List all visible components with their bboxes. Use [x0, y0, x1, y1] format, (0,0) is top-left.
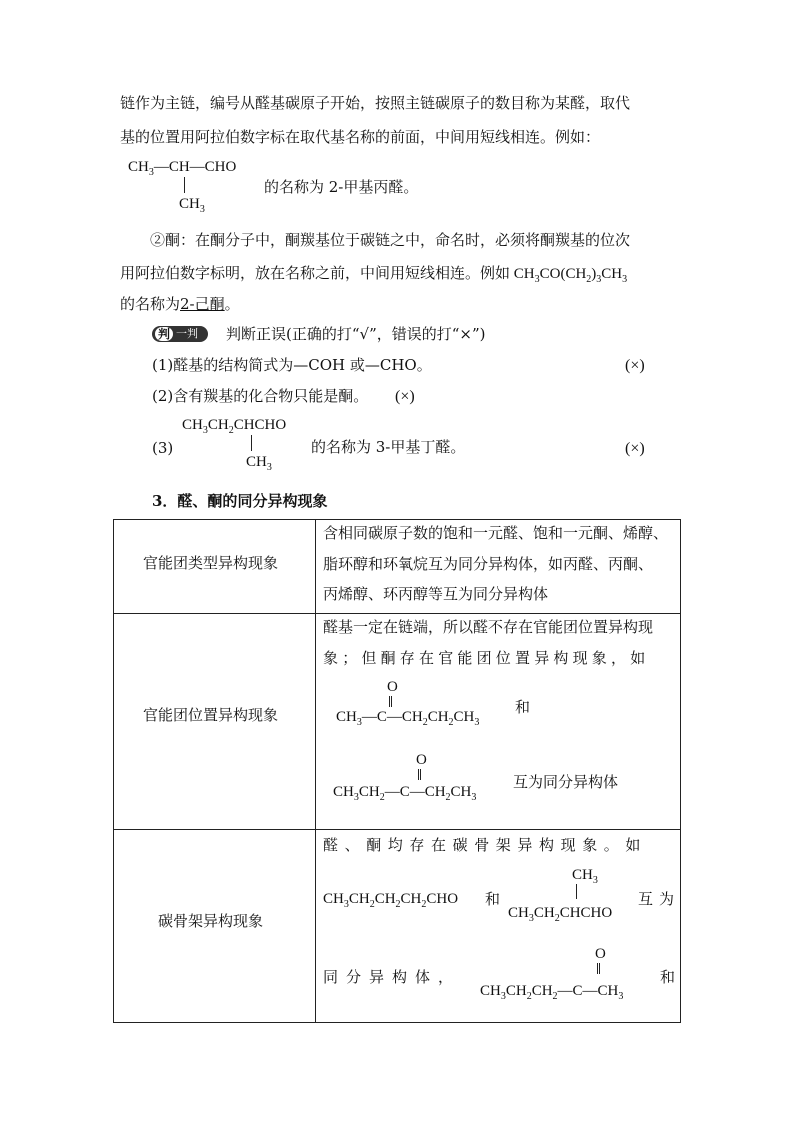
f1-and: 和 — [515, 698, 531, 716]
row2-content-cell — [316, 614, 681, 830]
section-title: 3．醛、酮的同分异构现象 — [152, 492, 328, 510]
judge-title: 判断正误(正确的打“√”，错误的打“×”) — [226, 325, 486, 343]
f2-double-bond — [418, 769, 421, 780]
f1-double-bond — [389, 696, 392, 707]
f2-main: $CH_3CH_2—C—CH_2CH_3$ — [333, 784, 477, 803]
formula-methylpropanal-main: $CH_3—CH—CHO$ — [128, 159, 237, 178]
formula-methylbutanal-branch: $CH_3$ — [246, 454, 272, 473]
row3-line3: 同分异构体， — [323, 968, 462, 986]
table-row — [114, 520, 681, 614]
f1-oxygen: O — [387, 679, 398, 695]
row3-fc-double-bond — [597, 963, 600, 974]
row2-label-cell — [114, 614, 316, 830]
judge-tag-main: 判 — [155, 327, 173, 341]
judge-item-2-mark: (×) — [395, 388, 415, 405]
row3-and2: 和 — [660, 968, 676, 986]
row3-line1: 醛、酮均存在碳骨架异构现象。如 — [323, 836, 648, 854]
row1-content-cell — [316, 520, 681, 614]
row1-label-cell — [114, 520, 316, 614]
f1-main: $CH_3—C—CH_2CH_2CH_3$ — [336, 709, 480, 728]
judge-tag-sub: 一判 — [176, 327, 198, 340]
formula-branch-bond-2 — [251, 435, 252, 451]
para2-line2: 用阿拉伯数字标明，放在名称之前，中间用短线相连。例如 $CH_3CO(CH_2)_3CH_3$ — [120, 264, 628, 285]
f2-after: 互为同分异构体 — [513, 773, 619, 791]
row3-fc-main: $CH_3CH_2CH_2—C—CH_3$ — [480, 983, 624, 1002]
para2-line3: 的名称为2-己酮。 — [120, 295, 240, 313]
table-row — [114, 830, 681, 1023]
formula-branch-bond — [184, 177, 185, 193]
row2-line2: 象；但酮存在官能团位置异构现象，如 — [323, 649, 650, 667]
row2-label: 官能团位置异构现象 — [143, 706, 279, 724]
formula-methylbutanal-main: $CH_3CH_2CHCHO$ — [182, 417, 287, 436]
para1-line2: 基的位置用阿拉伯数字标在取代基名称的前面，中间用短线相连。例如： — [120, 128, 601, 146]
row3-content-cell — [316, 830, 681, 1023]
table-row — [114, 614, 681, 830]
row1-line2: 脂环醇和环氧烷互为同分异构体，如丙醛、丙酮、 — [323, 555, 654, 573]
row3-fb-main: $CH_3CH_2CHCHO$ — [508, 905, 613, 924]
row3-fb-top: $CH_3$ — [572, 867, 598, 886]
row3-and1: 和 — [485, 890, 501, 908]
row1-line1: 含相同碳原子数的饱和一元醛、饱和一元酮、烯醇、 — [323, 524, 669, 542]
judge-item-3-text: 的名称为 3-甲基丁醛。 — [311, 438, 466, 456]
row3-label-cell — [114, 830, 316, 1023]
row1-line3: 丙烯醇、环丙醇等互为同分异构体 — [323, 585, 549, 603]
row3-fc-oxygen: O — [595, 946, 606, 962]
answer-hexanone: 2-己酮 — [180, 295, 225, 313]
judge-item-2: (2)含有羰基的化合物只能是酮。 — [152, 387, 369, 405]
row3-formula-a: $CH_3CH_2CH_2CH_2CHO$ — [323, 891, 459, 910]
judge-item-3-label: (3) — [152, 439, 174, 457]
judge-tag-badge — [152, 326, 208, 342]
formula-methylpropanal-branch: $CH_3$ — [179, 196, 205, 215]
isomer-table — [113, 519, 681, 1023]
row3-fb-bond — [576, 884, 577, 899]
para1-line1: 链作为主链，编号从醛基碳原子开始，按照主链碳原子的数目称为某醛，取代 — [120, 94, 631, 112]
judge-item-1: (1)醛基的结构简式为—COH 或—CHO。 — [152, 356, 432, 374]
row3-after-b: 互为 — [638, 890, 681, 908]
row1-label: 官能团类型异构现象 — [143, 554, 279, 572]
para2-line1: ②酮：在酮分子中，酮羰基位于碳链之中，命名时，必须将酮羰基的位次 — [150, 231, 631, 249]
judge-item-1-mark: (×) — [625, 357, 645, 374]
f2-oxygen: O — [416, 752, 427, 768]
row3-label: 碳骨架异构现象 — [158, 912, 264, 930]
row2-line1: 醛基一定在链端，所以醛不存在官能团位置异构现 — [323, 618, 654, 636]
judge-item-3-mark: (×) — [625, 440, 645, 457]
para1-name-text: 的名称为 2-甲基丙醛。 — [264, 178, 419, 196]
